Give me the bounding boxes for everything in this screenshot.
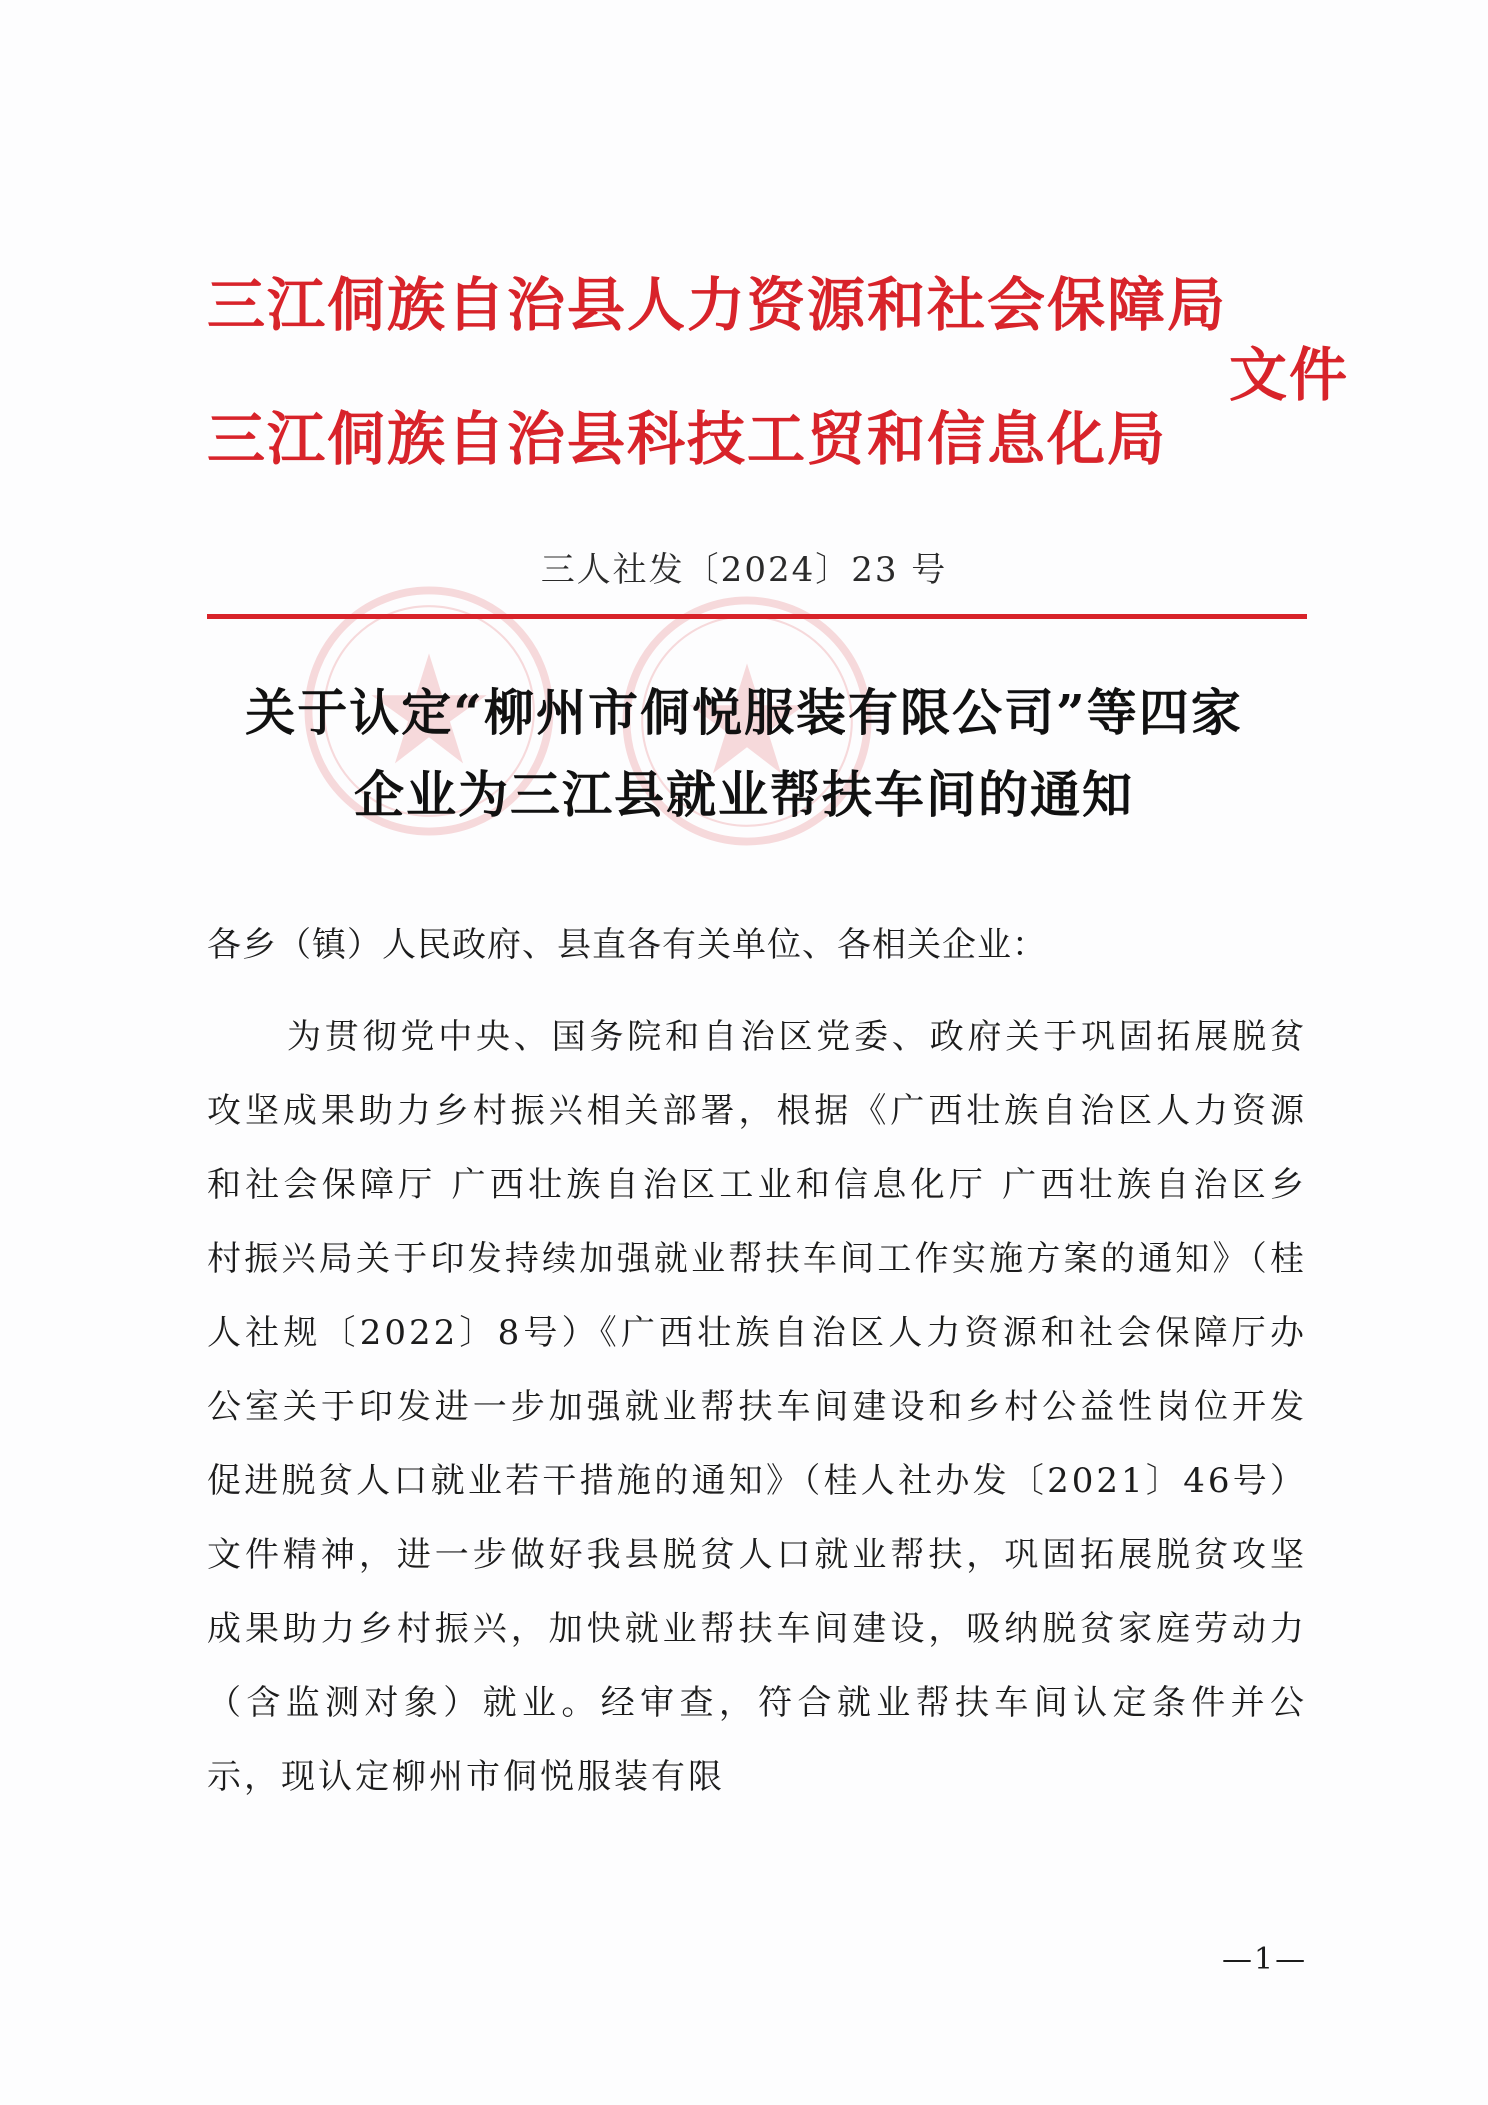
issuer-hrss-bureau: 三江侗族自治县人力资源和社会保障局 (207, 271, 1228, 339)
body-paragraph: 为贯彻党中央、国务院和自治区党委、政府关于巩固拓展脱贫攻坚成果助力乡村振兴相关部署，根据《广西壮族自治区人力资源和社会保障厅 广西壮族自治区工业和信息化厅 广西壮族自治区乡村振兴局关于印发持续加强就业帮扶车间工作实施方案的通知》（桂人社规〔2022〕8号）《广西壮族自治区人力资源和社会保障厅办公室关于印发进一步加强就业帮扶车间建设和乡村公益性岗位开发促进脱贫人口就业若干措施的通知》（桂人社办发〔2021〕46号）文件精神，进一步做好我县脱贫人口就业帮扶，巩固拓展脱贫攻坚成果助力乡村振兴，加快就业帮扶车间建设，吸纳脱贫家庭劳动力（含监测对象）就业。经审查，符合就业帮扶车间认定条件并公示，现认定柳州市侗悦服装有限 (207, 1017, 1307, 1797)
issuer-science-industry-bureau: 三江侗族自治县科技工贸和信息化局 (207, 405, 1168, 473)
red-separator-rule (207, 614, 1307, 619)
document-word: 文件 (1229, 341, 1350, 409)
page-number: —1— (1222, 1942, 1308, 1977)
notice-title-line-2: 企业为三江县就业帮扶车间的通知 (354, 765, 1134, 824)
notice-title-line-1: 关于认定“柳州市侗悦服装有限公司”等四家 (245, 683, 1243, 742)
salutation: 各乡（镇）人民政府、县直各有关单位、各相关企业： (207, 925, 1047, 965)
issuing-authorities-header (207, 268, 1357, 484)
document-number: 三人社发〔2024〕23 号 (540, 550, 948, 590)
